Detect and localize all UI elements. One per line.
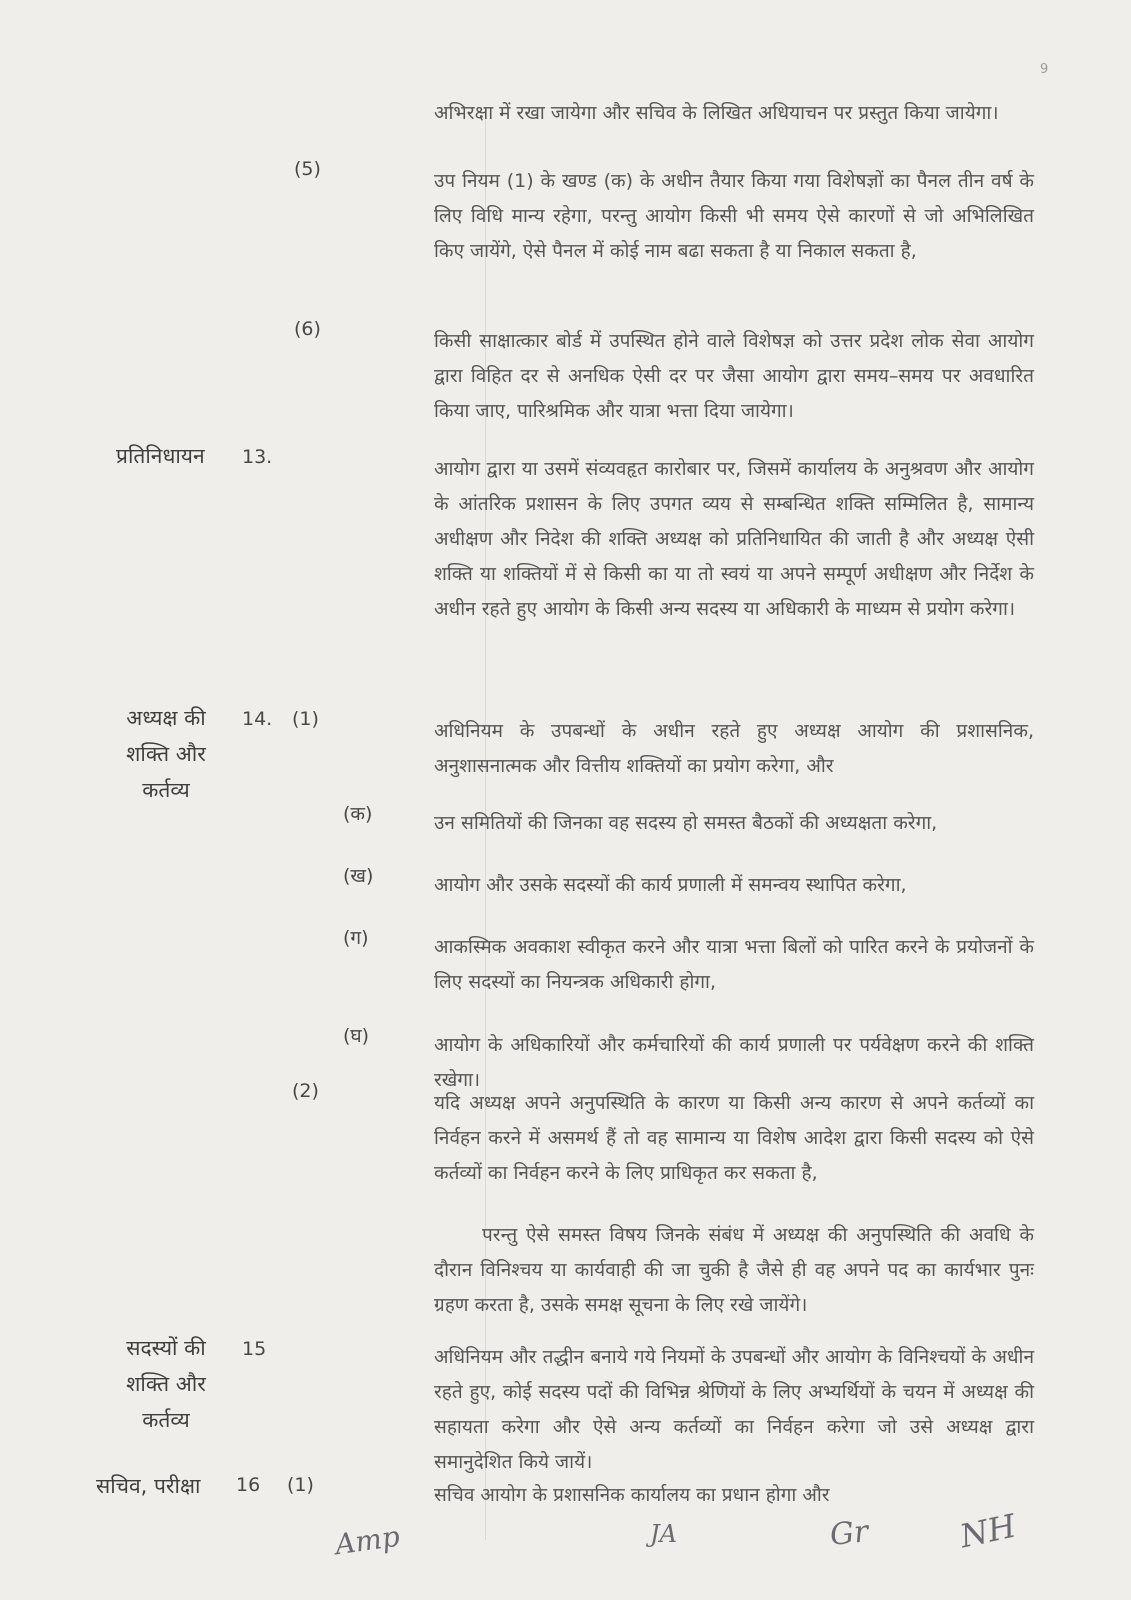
margin-label-secretary: सचिव, परीक्षा (96, 1474, 201, 1498)
paragraph-14-ga: आकस्मिक अवकाश स्वीकृत करने और यात्रा भत्ता बिलों को पारित करने के प्रयोजनों के लिए सदस्यों का नियन्त्रक अधिकारी होगा, (434, 936, 1034, 993)
clause-number: (6) (294, 318, 321, 340)
clause-number: (1) (292, 708, 319, 730)
margin-line: कर्तव्य (142, 1408, 190, 1432)
paragraph-14-gha: आयोग के अधिकारियों और कर्मचारियों की कार्य प्रणाली पर पर्यवेक्षण करने की शक्ति रखेगा। (434, 1034, 1034, 1091)
margin-label-members-powers (116, 1330, 216, 1438)
subclause-number: (ख) (343, 865, 374, 887)
paragraph-14-1: अधिनियम के उपबन्धों के अधीन रहते हुए अध्यक्ष आयोग की प्रशासनिक, अनुशासनात्मक और वित्तीय शक्तियों का प्रयोग करेगा, और (434, 720, 1034, 777)
subclause-number: (क) (343, 803, 373, 825)
clause-number: (2) (292, 1080, 319, 1102)
rule-number: 16 (236, 1474, 261, 1496)
clause-number: (5) (294, 158, 321, 180)
margin-line: शक्ति और (126, 1372, 206, 1396)
paragraph-14-proviso: परन्तु ऐसे समस्त विषय जिनके संबंध में अध्यक्ष की अनुपस्थिति की अवधि के दौरान विनिश्चय या कार्यवाही की जा चुकी है जैसे ही वह अपने पद का कार्यभार पुनः ग्रहण करता है, उसके समक्ष सूचना के लिए रखे जायेंगे। (434, 1224, 1034, 1316)
margin-label-delegation: प्रतिनिधायन (116, 444, 205, 468)
paragraph-14-2: यदि अध्यक्ष अपने अनुपस्थिति के कारण या किसी अन्य कारण से अपने कर्तव्यों का निर्वहन करने में असमर्थ हैं तो वह सामान्य या विशेष आदेश द्वारा किसी सदस्य को ऐसे कर्तव्यों का निर्वहन करने के लिए प्राधिकृत कर सकता है, (434, 1092, 1034, 1184)
subclause-number: (ग) (343, 927, 369, 949)
paragraph-14-ka: उन समितियों की जिनका वह सदस्य हो समस्त बैठकों की अध्यक्षता करेगा, (434, 812, 938, 834)
margin-line: सदस्यों की (126, 1336, 206, 1360)
margin-label-chairman-powers (116, 700, 216, 808)
paragraph-13: आयोग द्वारा या उसमें संव्यवहृत कारोबार पर, जिसमें कार्यालय के अनुश्रवण और आयोग के आंतरिक प्रशासन के लिए उपगत व्यय से सम्बन्धित शक्ति सम्मिलित है, सामान्य अधीक्षण और निदेश की शक्ति अध्यक्ष को प्रतिनिधायित की जाती है और अध्यक्ष ऐसी शक्ति या शक्तियों में से किसी का या तो स्वयं या अपने सम्पूर्ण अधीक्षण और निर्देश के अधीन रहते हुए आयोग के किसी अन्य सदस्य या अधिकारी के माध्यम से प्रयोग करेगा। (434, 458, 1034, 620)
rule-number: 13. (242, 446, 273, 468)
paragraph-6: किसी साक्षात्कार बोर्ड में उपस्थित होने वाले विशेषज्ञ को उत्तर प्रदेश लोक सेवा आयोग द्वारा विहित दर से अनधिक ऐसी दर पर जैसा आयोग द्वारा समय–समय पर अवधारित किया जाए, पारिश्रमिक और यात्रा भत्ता दिया जायेगा। (434, 330, 1034, 422)
clause-number: (1) (287, 1474, 314, 1496)
paragraph-15: अधिनियम और तद्धीन बनाये गये नियमों के उपबन्धों और आयोग के विनिश्चयों के अधीन रहते हुए, कोई सदस्य पदों की विभिन्न श्रेणियों के लिए अभ्यर्थियों के चयन में अध्यक्ष की सहायता करेगा और ऐसे अन्य कर्तव्यों का निर्वहन करेगा जो उसे अध्यक्ष द्वारा समानुदेशित किये जायें। (434, 1346, 1034, 1473)
paragraph-16-1: सचिव आयोग के प्रशासनिक कार्यालय का प्रधान होगा और (434, 1484, 830, 1506)
handwritten-signature: Gr (828, 1514, 871, 1553)
rule-number: 14. (242, 708, 273, 730)
margin-line: कर्तव्य (142, 778, 190, 802)
handwritten-signature: NH (956, 1506, 1020, 1556)
paragraph-continuation: अभिरक्षा में रखा जायेगा और सचिव के लिखित अधियाचन पर प्रस्तुत किया जायेगा। (434, 102, 999, 124)
handwritten-signature: JA (650, 1520, 677, 1548)
paragraph-5: उप नियम (1) के खण्ड (क) के अधीन तैयार किया गया विशेषज्ञों का पैनल तीन वर्ष के लिए विधि मान्य रहेगा, परन्तु आयोग किसी भी समय ऐसे कारणों से जो अभिलिखित किए जायेंगे, ऐसे पैनल में कोई नाम बढा सकता है या निकाल सकता है, (434, 170, 1034, 262)
subclause-number: (घ) (343, 1025, 370, 1047)
rule-number: 15 (242, 1338, 267, 1360)
page-number: 9 (1040, 62, 1049, 77)
margin-line: शक्ति और (126, 742, 206, 766)
paragraph-14-kha: आयोग और उसके सदस्यों की कार्य प्रणाली में समन्वय स्थापित करेगा, (434, 874, 907, 896)
handwritten-signature: Amp (333, 1519, 402, 1562)
margin-line: अध्यक्ष की (126, 706, 206, 730)
